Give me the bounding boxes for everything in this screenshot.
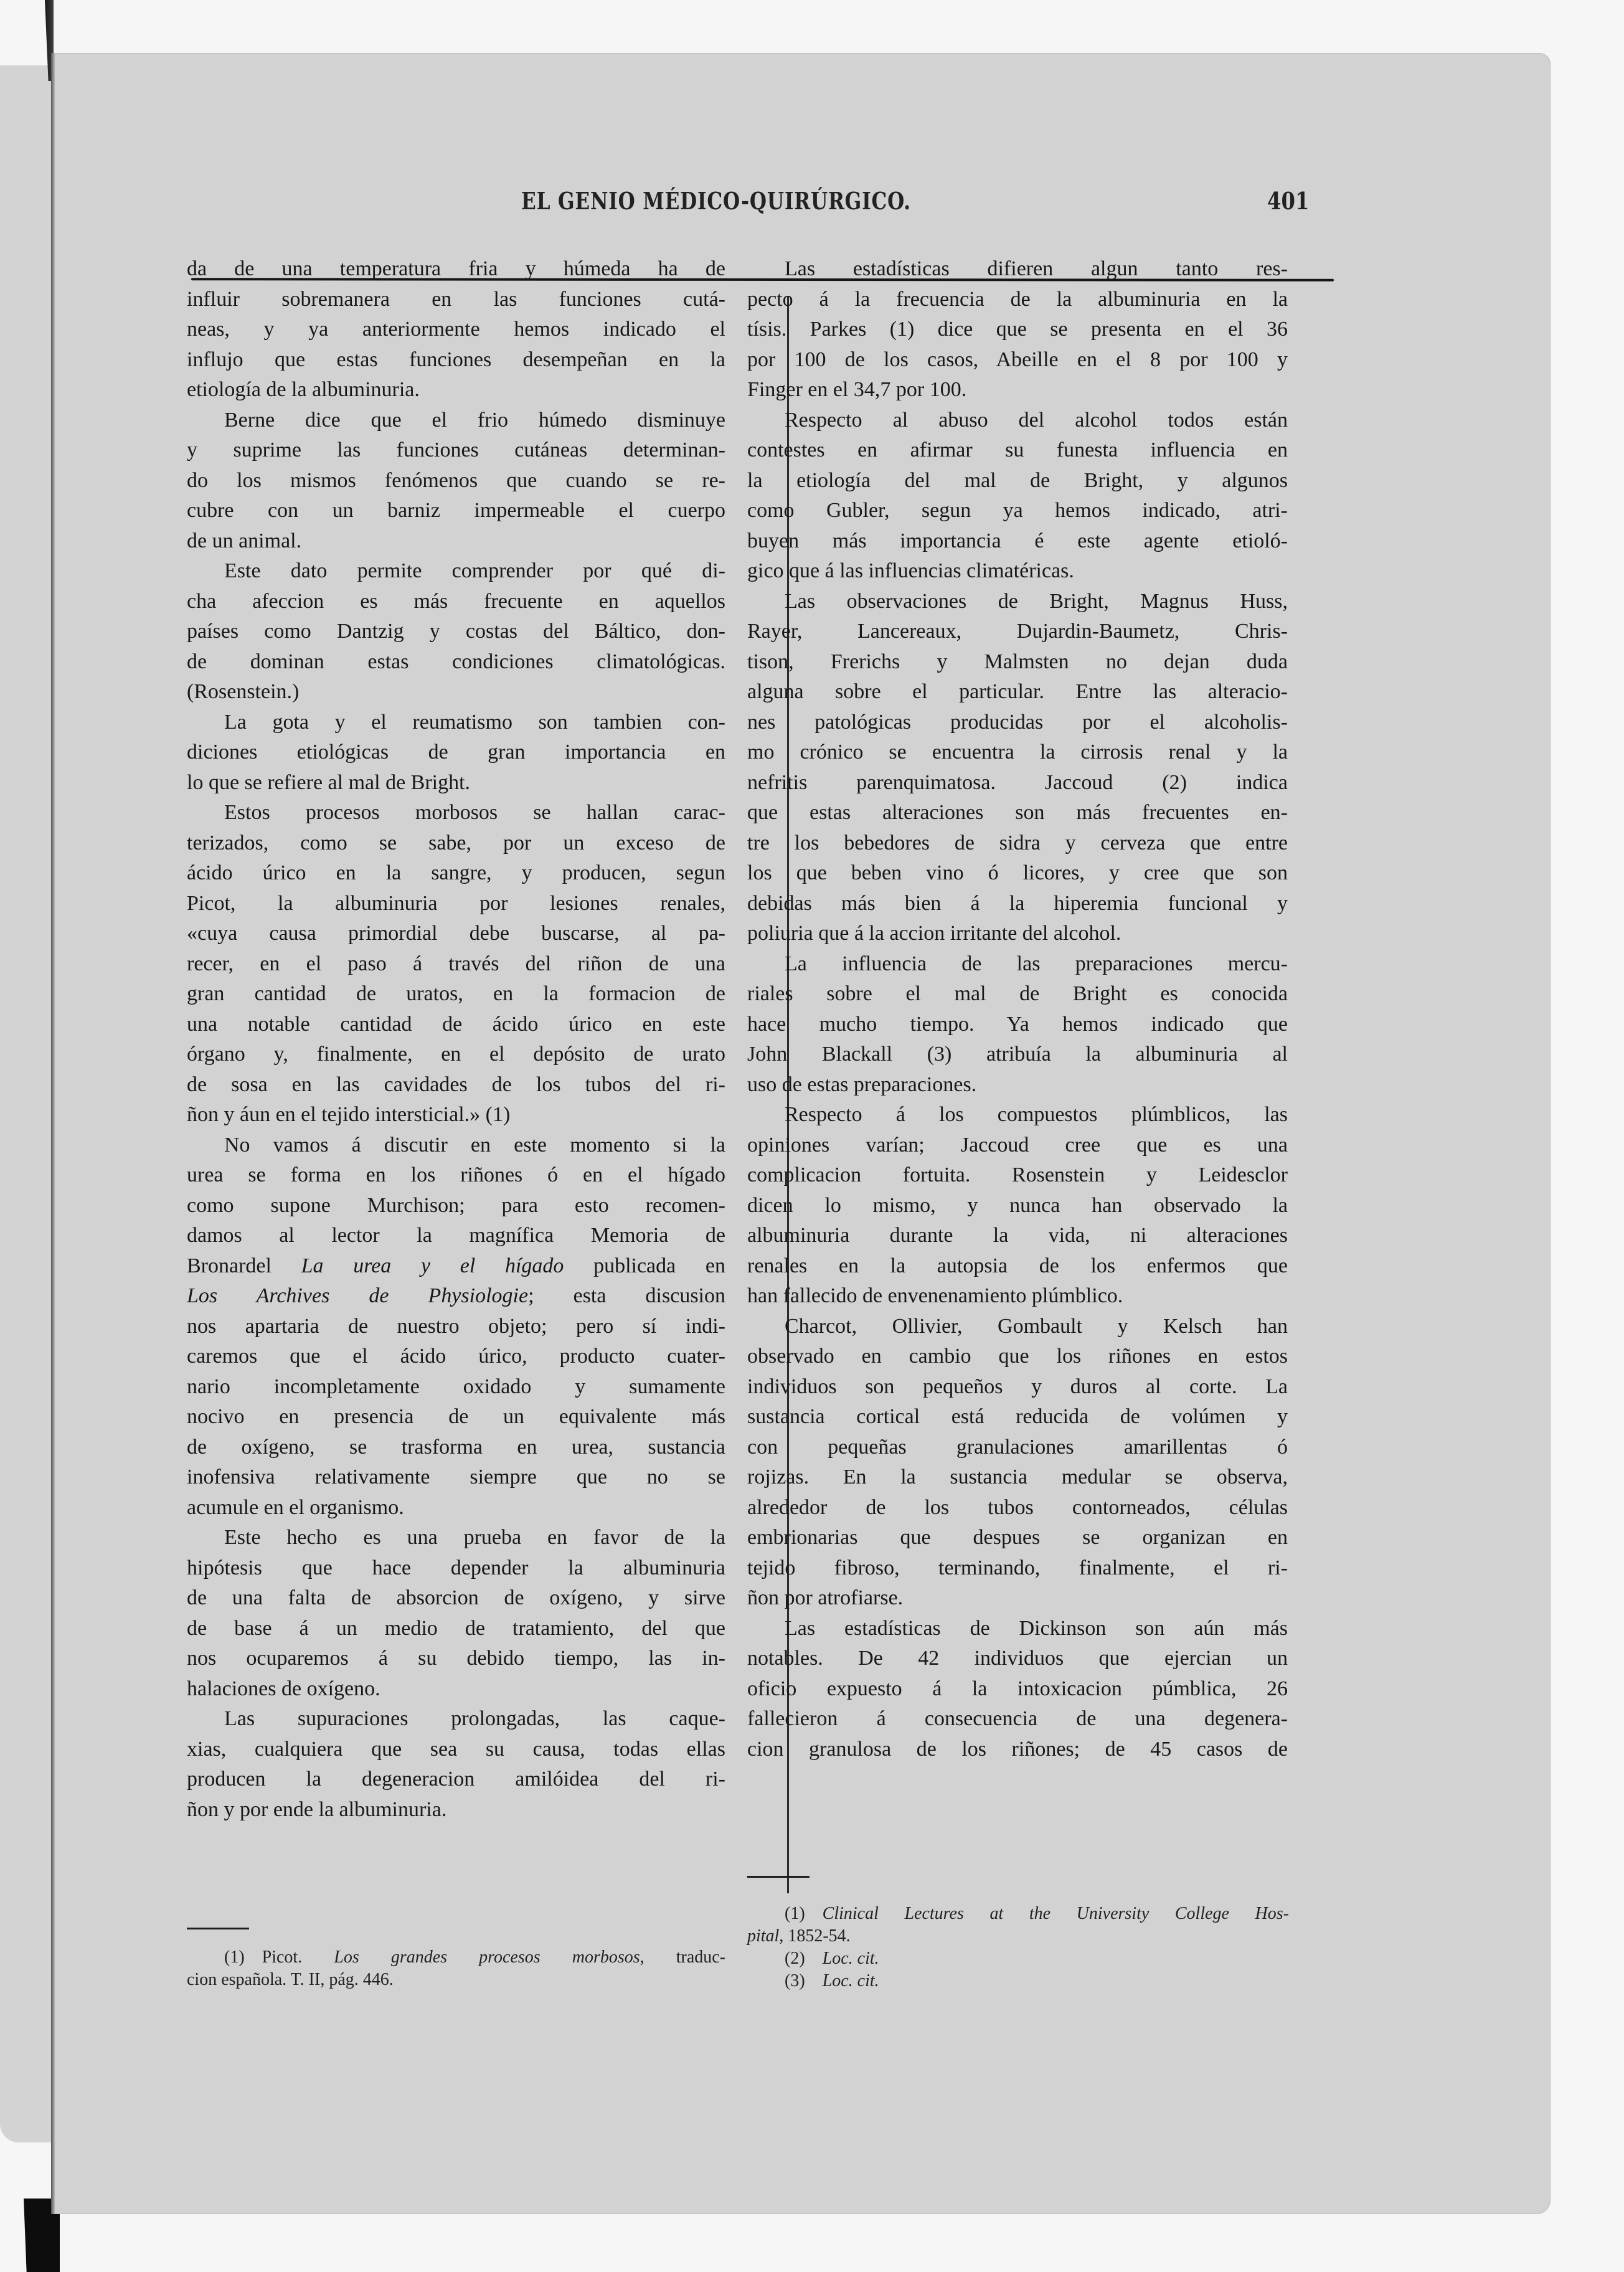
text-line: uso de estas preparaciones. bbox=[747, 1072, 977, 1096]
footnote-italic: Loc. cit. bbox=[822, 1949, 879, 1968]
journal-title: EL GENIO MÉDICO-QUIRÚRGICO. bbox=[521, 187, 911, 215]
text-line: inofensiva relativamente siempre que no se bbox=[187, 1465, 725, 1489]
text-line: como supone Murchison; para esto recomen- bbox=[187, 1193, 725, 1217]
footnote-text: , 1852-54. bbox=[779, 1926, 851, 1946]
footnote-rule-right bbox=[747, 1876, 810, 1878]
text-line: ñon por atrofiarse. bbox=[747, 1586, 904, 1609]
text-line: renales en la autopsia de los enfermos que bbox=[747, 1254, 1288, 1277]
text-line: albuminuria durante la vida, ni alteraciones bbox=[747, 1224, 1288, 1247]
text-run: publicada en bbox=[564, 1254, 725, 1277]
text-line: los que beben vino ó licores, y cree que son bbox=[747, 861, 1288, 884]
text-line: con pequeñas granulaciones amarillentas ó bbox=[747, 1435, 1288, 1459]
text-line: de una falta de absorcion de oxígeno, y sirve bbox=[187, 1586, 725, 1609]
text-line: órgano y, finalmente, en el depósito de urato bbox=[187, 1043, 725, 1066]
text-line: buyen más importancia é este agente etioló- bbox=[747, 529, 1288, 552]
text-line: Estos procesos morbosos se hallan carac- bbox=[224, 801, 725, 824]
footnote-italic: Clinical Lectures at the University College Hos- bbox=[822, 1904, 1289, 1923]
text-line: No vamos á discutir en este momento si la bbox=[224, 1133, 725, 1157]
text-line: recer, en el paso á través del riñon de una bbox=[187, 952, 725, 975]
text-line: una notable cantidad de ácido úrico en este bbox=[187, 1012, 725, 1036]
text-line: Respecto á los compuestos plúmblicos, las bbox=[785, 1103, 1288, 1126]
text-line: tísis. Parkes (1) dice que se presenta en el 36 bbox=[747, 318, 1288, 341]
text-line: tejido fibroso, terminando, finalmente, el ri- bbox=[747, 1556, 1288, 1579]
scanned-page bbox=[51, 53, 1551, 2214]
text-line: Las supuraciones prolongadas, las caque- bbox=[224, 1707, 725, 1730]
footnote-italic: Los grandes procesos morbosos bbox=[334, 1948, 640, 1967]
italic-title: Los Archives de Physiologie bbox=[187, 1284, 529, 1307]
text-line: mo crónico se encuentra la cirrosis renal y la bbox=[747, 741, 1288, 764]
italic-title: La urea y el hígado bbox=[301, 1254, 564, 1277]
footnote-text: Picot. bbox=[262, 1948, 334, 1967]
text-line: y suprime las funciones cutáneas determinan- bbox=[187, 438, 725, 462]
footnote-line bbox=[187, 1946, 725, 1969]
text-line: cion granulosa de los riñones; de 45 casos de bbox=[747, 1737, 1288, 1761]
text-line: debidas más bien á la hiperemia funcional y bbox=[747, 891, 1288, 915]
text-line: oficio expuesto á la intoxicacion púmblica, 26 bbox=[747, 1677, 1288, 1700]
text-line: nefritis parenquimatosa. Jaccoud (2) indica bbox=[747, 770, 1288, 794]
text-line: dicen lo mismo, y nunca han observado la bbox=[747, 1193, 1288, 1217]
text-line: do los mismos fenómenos que cuando se re- bbox=[187, 468, 725, 492]
footnote-line bbox=[747, 1925, 1289, 1948]
text-line: terizados, como se sabe, por un exceso de bbox=[187, 831, 725, 854]
text-line: hace mucho tiempo. Ya hemos indicado que bbox=[747, 1012, 1288, 1036]
text-line: complicacion fortuita. Rosenstein y Leidesclor bbox=[747, 1163, 1288, 1186]
text-line: tison, Frerichs y Malmsten no dejan duda bbox=[747, 650, 1288, 673]
text-line: embrionarias que despues se organizan en bbox=[747, 1526, 1288, 1549]
left-footnotes bbox=[187, 1946, 725, 1991]
text-run: ; esta discusion bbox=[528, 1284, 725, 1307]
footnote-italic: pital bbox=[747, 1926, 780, 1946]
text-line: observado en cambio que los riñones en estos bbox=[747, 1345, 1288, 1368]
text-line: de oxígeno, se trasforma en urea, sustancia bbox=[187, 1435, 725, 1459]
footnote-italic: Loc. cit. bbox=[822, 1971, 879, 1990]
text-line: países como Dantzig y costas del Báltico, don- bbox=[187, 620, 725, 643]
text-line: tre los bebedores de sidra y cerveza que entre bbox=[747, 831, 1288, 854]
text-line: La gota y el reumatismo son tambien con- bbox=[224, 710, 725, 734]
text-line: nes patológicas producidas por el alcoholis- bbox=[747, 710, 1288, 734]
text-line: lo que se refiere al mal de Bright. bbox=[187, 770, 471, 794]
text-line: Las observaciones de Bright, Magnus Huss, bbox=[785, 589, 1288, 613]
text-line: cubre con un barniz impermeable el cuerpo bbox=[187, 499, 725, 522]
footnote-text: cion española. T. II, pág. 446. bbox=[187, 1970, 394, 1989]
text-line: como Gubler, segun ya hemos indicado, atri- bbox=[747, 499, 1288, 522]
text-line: Picot, la albuminuria por lesiones renales, bbox=[187, 891, 725, 915]
footnote-line bbox=[747, 1970, 1289, 1992]
text-line: influir sobremanera en las funciones cutá- bbox=[187, 287, 725, 311]
footnote-line bbox=[747, 1903, 1289, 1925]
text-line: nario incompletamente oxidado y sumamente bbox=[187, 1375, 725, 1398]
footnote-number: (1) bbox=[785, 1904, 823, 1923]
text-line: acumule en el organismo. bbox=[187, 1495, 404, 1519]
text-line: contestes en afirmar su funesta influencia en bbox=[747, 438, 1288, 462]
text-line: de dominan estas condiciones climatológicas. bbox=[187, 650, 725, 673]
text-line: ñon y áun en el tejido intersticial.» (1) bbox=[187, 1103, 511, 1126]
text-line: Rayer, Lancereaux, Dujardin-Baumetz, Chris- bbox=[747, 620, 1288, 643]
text-line: La influencia de las preparaciones mercu- bbox=[785, 952, 1288, 975]
text-line: rojizas. En la sustancia medular se observa, bbox=[747, 1465, 1288, 1489]
text-line: producen la degeneracion amilóidea del ri- bbox=[187, 1768, 725, 1791]
text-line: caremos que el ácido úrico, producto cuater- bbox=[187, 1345, 725, 1368]
footnote-text: , traduc- bbox=[640, 1948, 725, 1967]
text-line: hipótesis que hace depender la albuminuria bbox=[187, 1556, 725, 1579]
text-line: John Blackall (3) atribuía la albuminuria al bbox=[747, 1043, 1288, 1066]
text-line: de un animal. bbox=[187, 529, 302, 552]
footnote-line bbox=[747, 1948, 1289, 1970]
page-number: 401 bbox=[1267, 187, 1310, 215]
text-line bbox=[187, 1281, 725, 1312]
text-line: Charcot, Ollivier, Gombault y Kelsch han bbox=[785, 1314, 1288, 1338]
right-footnotes bbox=[747, 1903, 1289, 1992]
text-line: cha afeccion es más frecuente en aquellos bbox=[187, 589, 725, 613]
text-line: etiología de la albuminuria. bbox=[187, 378, 420, 401]
text-line: Este dato permite comprender por qué di- bbox=[224, 559, 725, 582]
right-column bbox=[747, 254, 1288, 1764]
text-line: por 100 de los casos, Abeille en el 8 por 100 y bbox=[747, 348, 1288, 371]
text-line: que estas alteraciones son más frecuentes en- bbox=[747, 801, 1288, 824]
footnote-number: (1) bbox=[224, 1948, 262, 1967]
text-line: nos apartaria de nuestro objeto; pero sí indi- bbox=[187, 1314, 725, 1338]
text-line: gico que á las influencias climatéricas. bbox=[747, 559, 1074, 582]
text-line: Las estadísticas difieren algun tanto res- bbox=[785, 257, 1288, 280]
text-line: fallecieron á consecuencia de una degenera- bbox=[747, 1707, 1288, 1730]
footnote-number: (2) bbox=[785, 1949, 823, 1968]
text-line: notables. De 42 individuos que ejercian un bbox=[747, 1647, 1288, 1670]
text-line: xias, cualquiera que sea su causa, todas ellas bbox=[187, 1737, 725, 1761]
running-head bbox=[51, 187, 1551, 224]
text-line: damos al lector la magnífica Memoria de bbox=[187, 1224, 725, 1247]
text-line: poliuria que á la accion irritante del alcohol. bbox=[747, 922, 1121, 945]
text-line: «cuya causa primordial debe buscarse, al pa- bbox=[187, 922, 725, 945]
text-run: Bronardel bbox=[187, 1254, 301, 1277]
text-line: opiniones varían; Jaccoud cree que es una bbox=[747, 1133, 1288, 1157]
text-line: Finger en el 34,7 por 100. bbox=[747, 378, 967, 401]
text-line: gran cantidad de uratos, en la formacion de bbox=[187, 982, 725, 1005]
text-line: Respecto al abuso del alcohol todos están bbox=[785, 408, 1288, 432]
footnote-rule-left bbox=[187, 1928, 249, 1929]
text-line: de sosa en las cavidades de los tubos del ri- bbox=[187, 1072, 725, 1096]
text-line: nos ocuparemos á su debido tiempo, las in- bbox=[187, 1647, 725, 1670]
text-line: han fallecido de envenenamiento plúmblico. bbox=[747, 1284, 1123, 1307]
text-line: riales sobre el mal de Bright es conocida bbox=[747, 982, 1288, 1005]
text-line: ácido úrico en la sangre, y producen, segun bbox=[187, 861, 725, 884]
text-line: Berne dice que el frio húmedo disminuye bbox=[224, 408, 725, 432]
text-line: da de una temperatura fria y húmeda ha de bbox=[187, 257, 725, 280]
text-line: individuos son pequeños y duros al corte. La bbox=[747, 1375, 1288, 1398]
text-line: urea se forma en los riñones ó en el hígado bbox=[187, 1163, 725, 1186]
footnote-line bbox=[187, 1969, 725, 1991]
text-line: la etiología del mal de Bright, y algunos bbox=[747, 468, 1288, 492]
text-line: de base á un medio de tratamiento, del que bbox=[187, 1616, 725, 1640]
text-line: pecto á la frecuencia de la albuminuria en la bbox=[747, 287, 1288, 311]
text-line: sustancia cortical está reducida de volúmen y bbox=[747, 1405, 1288, 1428]
footnote-number: (3) bbox=[785, 1971, 823, 1990]
text-line: halaciones de oxígeno. bbox=[187, 1677, 380, 1700]
text-line: ñon y por ende la albuminuria. bbox=[187, 1797, 447, 1821]
text-line: diciones etiológicas de gran importancia en bbox=[187, 741, 725, 764]
text-line: nocivo en presencia de un equivalente más bbox=[187, 1405, 725, 1428]
text-line: alrededor de los tubos contorneados, células bbox=[747, 1495, 1288, 1519]
left-column bbox=[187, 254, 725, 1825]
text-line: Las estadísticas de Dickinson son aún más bbox=[785, 1616, 1288, 1640]
text-line: Este hecho es una prueba en favor de la bbox=[224, 1526, 725, 1549]
text-line: (Rosenstein.) bbox=[187, 680, 300, 703]
text-line: influjo que estas funciones desempeñan en la bbox=[187, 348, 725, 371]
facing-page-edge bbox=[0, 65, 51, 2142]
text-line bbox=[187, 1251, 725, 1282]
text-line: alguna sobre el particular. Entre las alteracio- bbox=[747, 680, 1288, 703]
text-line: neas, y ya anteriormente hemos indicado el bbox=[187, 318, 725, 341]
